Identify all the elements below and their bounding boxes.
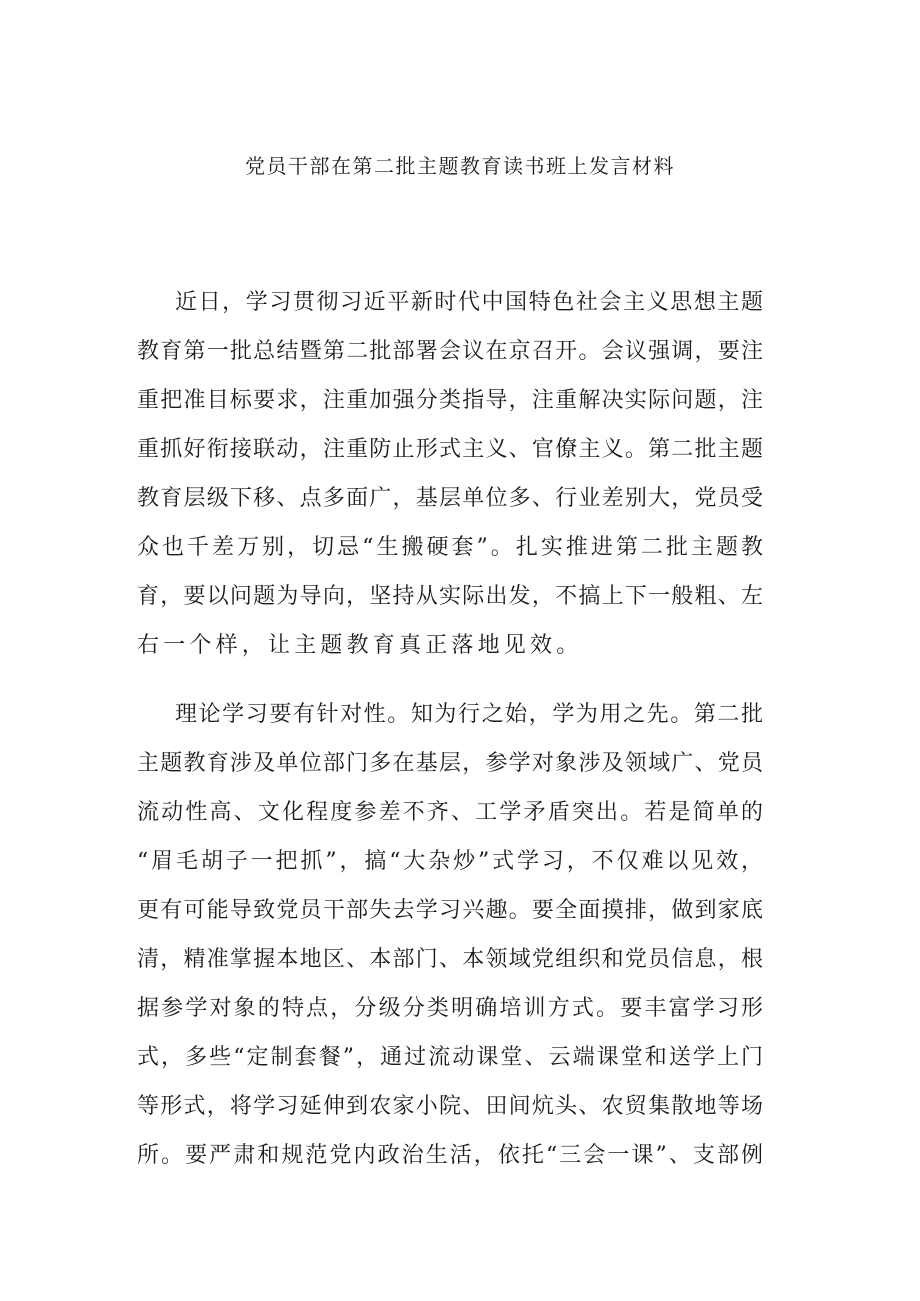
- paragraph-line: 重抓好衔接联动，注重防止形式主义、官僚主义。第二批主题: [137, 437, 763, 462]
- paragraph-1: [137, 278, 763, 670]
- paragraph-line: 重把准目标要求，注重加强分类指导，注重解决实际问题，注: [137, 388, 763, 413]
- paragraph-line: 右一个样，让主题教育真正落地见效。: [137, 633, 583, 658]
- paragraph-line: 据参学对象的特点，分级分类明确培训方式。要丰富学习形: [137, 996, 763, 1021]
- paragraph-line: 更有可能导致党员干部失去学习兴趣。要全面摸排，做到家底: [137, 898, 763, 923]
- paragraph-line: 众也千差万别，切忌“生搬硬套”。扎实推进第二批主题教: [137, 535, 763, 560]
- paragraph-line: 清，精准掌握本地区、本部门、本领域党组织和党员信息，根: [137, 947, 763, 972]
- paragraph-line: 主题教育涉及单位部门多在基层，参学对象涉及领域广、党员: [137, 751, 763, 776]
- paragraph-line: 教育层级下移、点多面广，基层单位多、行业差别大，党员受: [137, 486, 763, 511]
- paragraph-line: 所。要严肃和规范党内政治生活，依托“三会一课”、支部例: [137, 1143, 763, 1168]
- document-title: 党员干部在第二批主题教育读书班上发言材料: [245, 154, 675, 178]
- paragraph-line: 近日，学习贯彻习近平新时代中国特色社会主义思想主题: [175, 290, 763, 315]
- paragraph-line: 教育第一批总结暨第二批部署会议在京召开。会议强调，要注: [137, 339, 763, 364]
- paragraph-2: [137, 690, 763, 1180]
- paragraph-line: 式，多些“定制套餐”，通过流动课堂、云端课堂和送学上门: [137, 1045, 763, 1070]
- paragraph-line: 理论学习要有针对性。知为行之始，学为用之先。第二批: [175, 702, 763, 727]
- paragraph-line: 等形式，将学习延伸到农家小院、田间炕头、农贸集散地等场: [137, 1094, 763, 1119]
- paragraph-line: 流动性高、文化程度参差不齐、工学矛盾突出。若是简单的: [137, 800, 763, 825]
- paragraph-line: 育，要以问题为导向，坚持从实际出发，不搞上下一般粗、左: [137, 584, 763, 609]
- paragraph-line: “眉毛胡子一把抓”，搞“大杂炒”式学习，不仅难以见效，: [137, 849, 763, 874]
